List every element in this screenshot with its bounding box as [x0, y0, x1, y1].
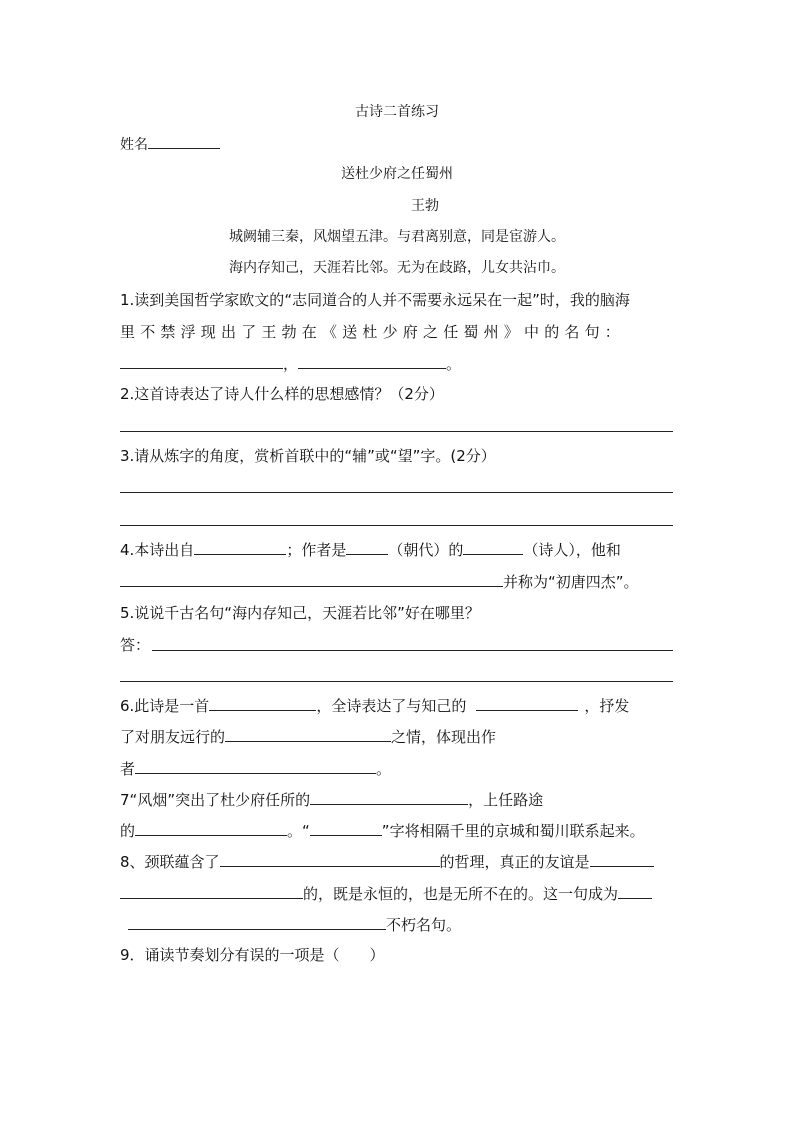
q8-blank-became-2[interactable] — [128, 915, 386, 930]
q8-line-3 — [120, 915, 461, 935]
q6-text-d: 了对朋友远行的 — [120, 728, 226, 746]
q8-blank-friendship-2[interactable] — [120, 884, 303, 899]
poem-line-1: 城阙辅三秦，风烟望五津。与君离别意，同是宦游人。 — [229, 229, 565, 245]
q4-blank-source[interactable] — [194, 540, 286, 555]
q4-text-a: 4.本诗出自 — [120, 541, 195, 559]
q7-text-c: 的 — [120, 822, 136, 840]
q1-blank-2[interactable] — [298, 354, 446, 369]
q1-line-1: 1.读到美国哲学家欧文的“志同道合的人并不需要永远呆在一起”时，我的脑海 — [120, 291, 630, 309]
q7-blank-word[interactable] — [310, 821, 382, 836]
q6-line-1 — [120, 696, 629, 716]
q8-text-b: 的哲理，真正的友谊是 — [439, 853, 590, 871]
q8-text-a: 8、颈联蕴含了 — [120, 853, 220, 871]
q7-line-2 — [120, 821, 645, 841]
q7-text-e: ”字将相隔千里的京城和蜀川联系起来。 — [381, 822, 645, 840]
q5-answer-line-2[interactable] — [120, 681, 673, 682]
q7-line-1 — [120, 790, 543, 810]
q8-blank-friendship-1[interactable] — [590, 852, 654, 867]
q1-end-mark: 。 — [446, 355, 462, 373]
q1-separator: ， — [283, 355, 299, 373]
q8-blank-became-1[interactable] — [618, 884, 652, 899]
q7-text-d: 。“ — [287, 822, 310, 840]
q6-blank-type[interactable] — [209, 696, 316, 711]
q8-blank-philosophy[interactable] — [220, 852, 440, 867]
q6-text-e: 之情，体现出作 — [391, 728, 497, 746]
q6-text-g: 。 — [376, 760, 392, 778]
q1-line-2: 里不禁浮现出了王勃在《送杜少府之任蜀州》中的名句： — [120, 323, 626, 341]
q4-text-e: 并称为“初唐四杰”。 — [503, 573, 639, 591]
poem-line-2: 海内存知己，天涯若比邻。无为在歧路，儿女共沾巾。 — [229, 260, 565, 276]
q6-blank-emotion[interactable] — [225, 727, 391, 742]
q3-answer-line-1[interactable] — [120, 492, 673, 493]
q6-text-b: ，全诗表达了与知己的 — [316, 697, 467, 715]
q7-blank-location[interactable] — [310, 790, 468, 805]
q4-blank-dynasty[interactable] — [346, 540, 388, 555]
poem-title: 送杜少府之任蜀州 — [341, 166, 453, 182]
q6-line-2 — [120, 727, 496, 747]
q8-line-1 — [120, 852, 654, 872]
name-field-row — [120, 134, 220, 155]
q8-line-2 — [120, 884, 652, 904]
q8-text-c: 的，既是永恒的，也是无所不在的。这一句成为 — [303, 885, 619, 903]
q2-answer-line[interactable] — [120, 431, 673, 432]
q7-text-a: 7“风烟”突出了杜少府任所的 — [120, 791, 311, 809]
q1-blank-1[interactable] — [120, 354, 283, 369]
q6-text-c: ，抒发 — [584, 697, 630, 715]
q5-text: 5.说说千古名句“海内存知己，天涯若比邻”好在哪里？ — [120, 604, 480, 622]
q6-blank-author[interactable] — [135, 759, 376, 774]
q6-line-3 — [120, 759, 391, 779]
poem-author: 王勃 — [411, 198, 439, 214]
q4-text-d: （诗人），他和 — [523, 541, 621, 559]
name-blank[interactable] — [148, 134, 220, 149]
q5-answer-line-1[interactable] — [152, 650, 673, 651]
page-title: 古诗二首练习 — [355, 104, 439, 120]
q4-blank-others[interactable] — [120, 572, 503, 587]
q2-text: 2.这首诗表达了诗人什么样的思想感情？（2分） — [120, 385, 444, 403]
q1-answer-row — [120, 354, 461, 374]
q6-text-a: 6.此诗是一首 — [120, 697, 210, 715]
q4-text-b: ；作者是 — [286, 541, 347, 559]
q5-answer-label: 答： — [120, 636, 151, 654]
q4-line-2 — [120, 572, 639, 592]
q6-blank-feeling[interactable] — [476, 696, 578, 711]
q7-blank-journey[interactable] — [135, 821, 287, 836]
q3-answer-line-2[interactable] — [120, 525, 673, 526]
q4-line-1 — [120, 540, 621, 560]
q4-blank-poet[interactable] — [463, 540, 523, 555]
q8-text-d: 不朽名句。 — [386, 916, 462, 934]
q6-text-f: 者 — [120, 760, 136, 778]
q7-text-b: ，上任路途 — [468, 791, 544, 809]
name-label: 姓名 — [120, 137, 148, 153]
q9-text: 9．诵读节奏划分有误的一项是（ ） — [120, 946, 385, 964]
q4-text-c: （朝代）的 — [388, 541, 464, 559]
q3-text: 3.请从炼字的角度，赏析首联中的“辅”或“望”字。(2分） — [120, 447, 496, 465]
